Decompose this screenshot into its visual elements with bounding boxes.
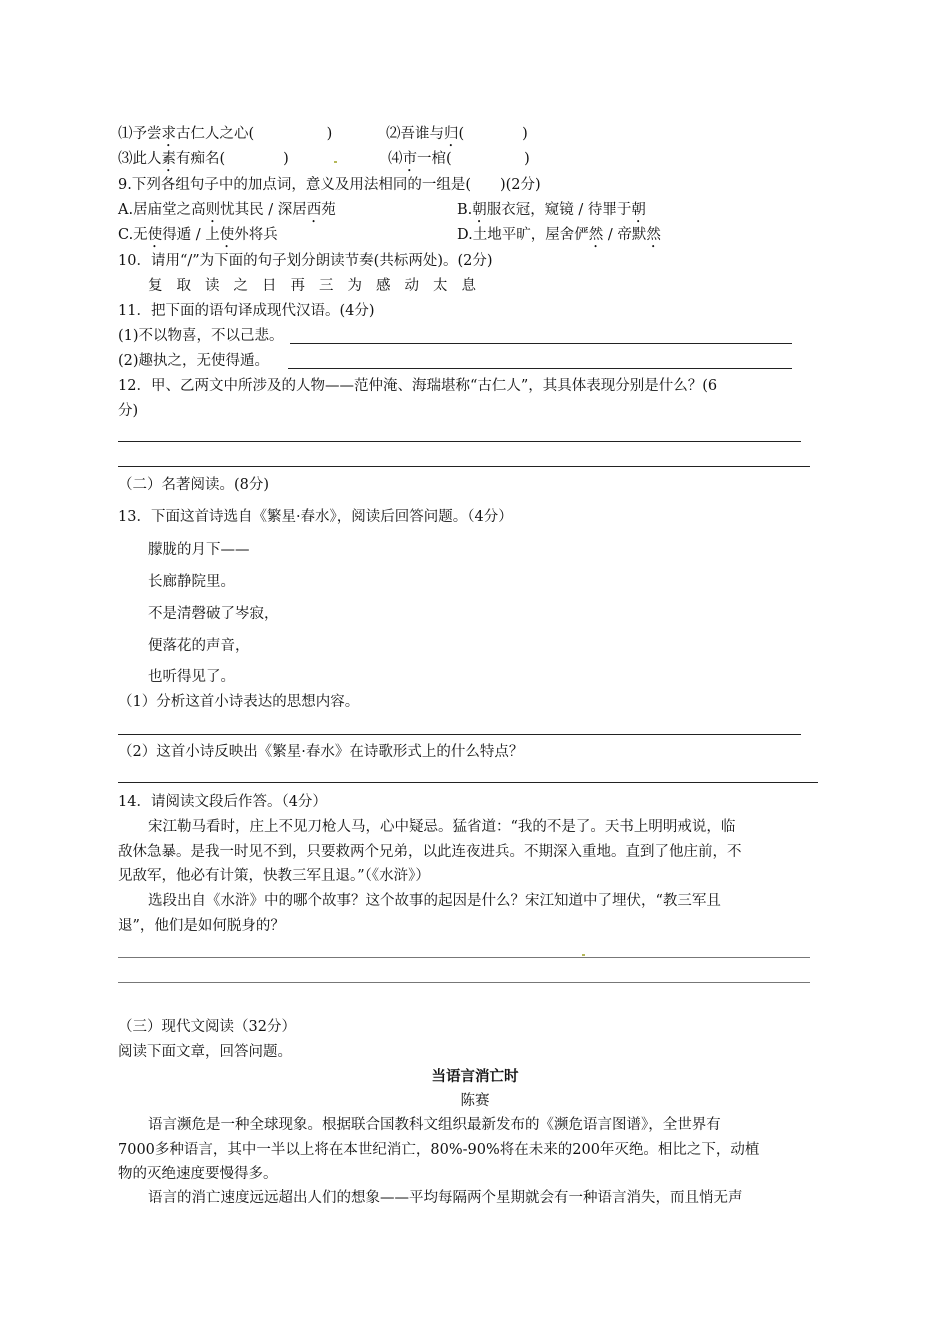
q13-sub-2: （2）这首小诗反映出《繁星·春水》在诗歌形式上的什么特点？ [118,744,524,760]
poem-line-1: 朦胧的月下—— [148,542,250,558]
q8-item-3 [118,149,289,175]
q9-stem: 9.下列各组句子中的加点词，意义及用法相同的一组是( )(2分) [118,177,541,193]
q9-option-b [457,200,646,226]
q9-option-c [118,225,278,251]
poem-line-2: 长廊静院里。 [148,574,235,590]
q8-item-4 [388,149,530,175]
para2-line-1: 语言的消亡速度远远超出人们的想象——平均每隔两个星期就会有一种语言消失，而且悄无声 [148,1190,743,1206]
q9-d-dotted-2: 然 [646,227,661,243]
q9-d-text-2: / 帝默 [603,227,647,243]
q13-sub-1: （1）分析这首小诗表达的思想内容。 [118,694,360,710]
section3-instruction: 阅读下面文章，回答问题。 [118,1044,292,1060]
article-author: 陈赛 [460,1093,490,1109]
para1-line-2: 7000多种语言，其中一半以上将在本世纪消亡，80%-90%将在未来的200年灭绝。相比之下，动植 [118,1142,760,1158]
q8-item-1-dotted: 求 [161,126,176,142]
q11-stem: 11．把下面的语句译成现代汉语。(4分) [118,303,375,319]
q13-stem: 13．下面这首诗选自《繁星·春水》，阅读后回答问题。（4分） [118,509,513,525]
q9-d-text-1: D.土地平旷，屋舍俨 [457,227,589,243]
q9-c-text-1: C.无 [118,227,148,243]
q13-sub-1-answer-line[interactable] [118,734,801,735]
q8-item-1-pre: ⑴予尝 [118,126,162,142]
q14-answer-line-1[interactable] [118,957,810,958]
poem-line-3: 不是清磬破了岑寂， [148,606,279,622]
q10-sentence: 复取读之日再三为感动太息 [148,278,490,294]
q14-passage-line-3: 见敌军，他必有计策，快教三军且退。”（《水浒》） [118,868,430,884]
q8-item-4-dotted: 市 [402,151,417,167]
q8-item-2 [386,124,528,150]
q12-stem-line-1: 12．甲、乙两文中所涉及的人物——范仲淹、海瑞堪称“古仁人”，其具体表现分别是什么？(6 [118,378,718,394]
print-speck [334,161,337,163]
q9-option-a [118,200,336,226]
q11-answer-line-2[interactable] [288,368,792,369]
q12-answer-line-2[interactable] [118,466,810,467]
q8-item-1-post: 古仁人之心( ) [176,126,333,142]
q14-stem: 14．请阅读文段后作答。（4分） [118,794,327,810]
print-speck-2 [582,954,585,956]
q9-d-dotted-1: 然 [588,227,604,243]
q11-sentence-1: (1)不以物喜，不以己悲。 [118,328,284,344]
q9-option-d [457,225,661,251]
q9-c-dotted-2: 使 [219,227,235,243]
q9-c-text-3: 外将兵 [234,227,278,243]
q9-b-dotted-1: 朝 [472,202,487,218]
q8-item-3-pre: ⑶此人 [118,151,162,167]
q9-a-text-3: 苑 [321,202,336,218]
q8-item-2-pre: ⑵吾谁与 [386,126,444,142]
q9-c-text-2: 得遁 / 上 [162,227,220,243]
q8-item-4-post: 一棺( ) [417,151,530,167]
q9-b-dotted-2: 朝 [631,202,646,218]
q11-sentence-2: (2)趣执之，无使得遁。 [118,353,270,369]
q9-c-dotted-1: 使 [147,227,163,243]
poem-line-5: 也听得见了。 [148,669,235,685]
q9-b-text-1: B. [457,202,473,218]
q9-a-text-1: A.居庙堂之高 [118,202,206,218]
q9-b-text-2: 服衣冠，窥镜 / 待罪于 [486,202,632,218]
q14-question-line-1: 选段出自《水浒》中的哪个故事？这个故事的起因是什么？宋江知道中了埋伏，“教三军且 [148,893,721,909]
q8-item-3-dotted: 素 [161,151,176,167]
section3-heading: （三）现代文阅读（32分） [118,1019,296,1035]
para1-line-3: 物的灭绝速度要慢得多。 [118,1166,278,1182]
q14-question-line-2: 退”，他们是如何脱身的？ [118,918,285,934]
q13-sub-2-answer-line[interactable] [118,782,818,783]
poem-line-4: 便落花的声音， [148,638,250,654]
q8-item-4-pre: ⑷ [388,151,403,167]
q11-answer-line-1[interactable] [290,343,792,344]
q9-a-dotted-1: 则 [205,202,221,218]
para1-line-1: 语言濒危是一种全球现象。根据联合国教科文组织最新发布的《濒危语言图谱》，全世界有 [148,1117,721,1133]
section2-heading: （二）名著阅读。(8分) [118,477,270,493]
q14-answer-line-2[interactable] [118,982,810,983]
q8-item-1 [118,124,332,150]
q12-answer-line-1[interactable] [118,441,801,442]
q14-passage-line-1: 宋江勒马看时，庄上不见刀枪人马，心中疑忌。猛省道：“我的不是了。天书上明明戒说，临 [148,819,736,835]
article-title: 当语言消亡时 [431,1068,519,1085]
q10-stem: 10．请用“/”为下面的句子划分朗读节奏(共标两处)。(2分) [118,253,493,269]
q14-passage-line-2: 敌休急暴。是我一时见不到，只要救两个兄弟，以此连夜进兵。不期深入重地。直到了他庄前，不 [118,844,742,860]
q8-item-2-post: ( ) [458,126,528,142]
q9-a-dotted-2: 西 [306,202,322,218]
q8-item-3-post: 有痴名( ) [176,151,289,167]
q8-item-2-dotted: 归 [444,126,459,142]
q12-stem-line-2: 分) [118,403,139,419]
q9-a-text-2: 忧其民 / 深居 [220,202,307,218]
